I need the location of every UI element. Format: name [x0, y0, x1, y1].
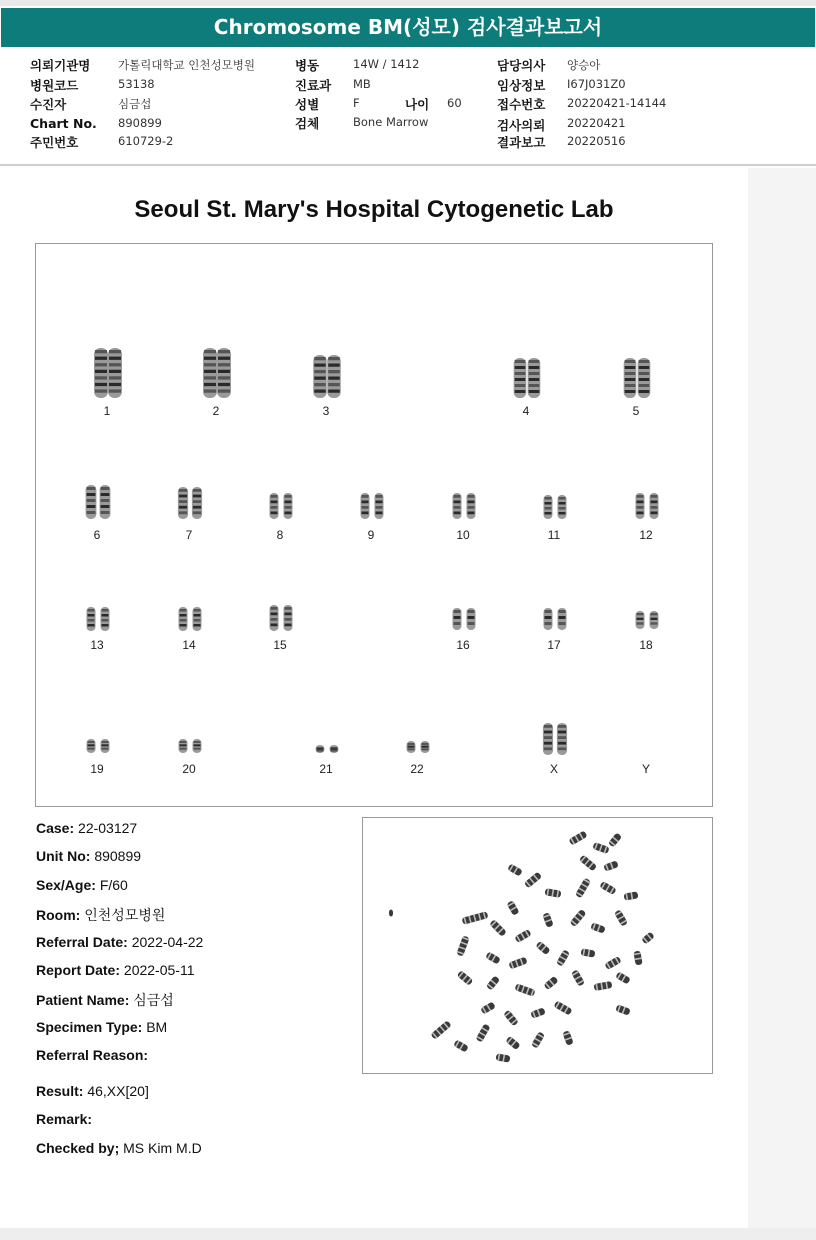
- chromosome-pair-6: [67, 484, 127, 542]
- referral-reason-row: [36, 1047, 148, 1063]
- patient-name-label: Patient Name:: [36, 992, 130, 1008]
- referral-date-label: Referral Date:: [36, 934, 128, 950]
- chromosome-pair-image: [304, 354, 348, 399]
- accession-label: 접수번호: [497, 97, 546, 112]
- spread-chromosome: [475, 1023, 490, 1042]
- chromosome-pair-5: [606, 357, 666, 418]
- chromosome-label: 18: [639, 638, 653, 652]
- spread-chromosome: [579, 855, 597, 872]
- room-row: [36, 905, 165, 925]
- karyotype-panel: [35, 243, 713, 807]
- chromosome-pair-10: [433, 492, 493, 542]
- sexage-row: [36, 877, 128, 893]
- chromosome-pair-image: [194, 347, 238, 399]
- chromosome-pair-22: [387, 740, 447, 776]
- hospcode-value: 53138: [118, 77, 155, 91]
- chromosome-pair-image: [75, 738, 119, 754]
- result-date-label: 결과보고: [497, 135, 546, 150]
- result-date-value: 20220516: [567, 134, 626, 148]
- chromosome-label: 5: [632, 404, 640, 418]
- chromosome-label: 13: [90, 638, 104, 652]
- chromosome-pair-image: [532, 722, 576, 756]
- spread-chromosome: [614, 909, 628, 926]
- institution-value: 가톨릭대학교 인천성모병원: [118, 58, 255, 72]
- chromosome-label: 6: [93, 528, 101, 542]
- spread-chromosome: [570, 909, 587, 927]
- spread-chromosome: [485, 951, 501, 964]
- case-row: [36, 820, 137, 836]
- room-value: 인천성모병원: [84, 907, 166, 923]
- rrn-label: 주민번호: [30, 135, 79, 150]
- doctor-value: 양승아: [567, 58, 601, 72]
- right-margin: [748, 168, 816, 1230]
- chromosome-pair-image: [349, 492, 393, 520]
- accession-value: 20220421-14144: [567, 96, 667, 110]
- report-date-label: Report Date:: [36, 962, 121, 978]
- header-divider: [0, 164, 816, 166]
- chromosome-label: 7: [185, 528, 193, 542]
- dept-label: 진료과: [295, 78, 332, 93]
- spread-chromosome: [531, 1031, 545, 1048]
- request-value: 20220421: [567, 116, 626, 130]
- chromosome-label: 9: [367, 528, 375, 542]
- spread-chromosome: [615, 1004, 631, 1015]
- top-border: [0, 0, 816, 6]
- spread-chromosome: [503, 1010, 519, 1027]
- referral-date-value: 2022-04-22: [131, 934, 204, 950]
- spread-chromosome: [462, 911, 489, 924]
- chromosome-pair-19: [67, 738, 127, 776]
- specimen-type-row: [36, 1019, 167, 1035]
- chromosome-pair-9: [341, 492, 401, 542]
- spread-chromosome: [508, 957, 527, 970]
- chromosome-pair-image: [441, 492, 485, 520]
- chromosome-pair-image: [75, 606, 119, 632]
- age-label: 나이: [405, 97, 430, 112]
- chromosome-pair-18: [616, 610, 676, 652]
- chromosome-pair-14: [159, 606, 219, 652]
- unit-value: 890899: [94, 848, 142, 864]
- patient-info-panel: [0, 50, 816, 164]
- spread-chromosome: [580, 948, 595, 957]
- checked-label: Checked by;: [36, 1140, 120, 1156]
- sex-label: 성별: [295, 97, 320, 112]
- spread-chromosome: [599, 881, 616, 895]
- chromosome-pair-image: [258, 604, 302, 632]
- chromosome-pair-21: [296, 744, 356, 776]
- spread-chromosome: [505, 1036, 520, 1050]
- chromosome-pair-image: [167, 738, 211, 754]
- chromosome-pair-image: [441, 607, 485, 631]
- chromosome-pair-image: [624, 492, 668, 520]
- chromosome-pair-image: [395, 740, 439, 754]
- spread-chromosome: [495, 1053, 510, 1062]
- chromosome-pair-image: [258, 492, 302, 520]
- chromosome-pair-3: [296, 354, 356, 418]
- ward-label: 병동: [295, 58, 320, 73]
- sex-value: F: [353, 96, 360, 110]
- chromosome-label: 12: [639, 528, 653, 542]
- patient-name-row: [36, 990, 174, 1010]
- spread-chromosome: [641, 931, 655, 944]
- spread-chromosome: [562, 1030, 573, 1046]
- spread-chromosome: [389, 910, 393, 917]
- spread-chromosome: [553, 1000, 572, 1015]
- doctor-label: 담당의사: [497, 58, 546, 73]
- spread-chromosome: [486, 975, 500, 990]
- chromosome-label: 22: [410, 762, 424, 776]
- chromosome-label: 4: [522, 404, 530, 418]
- chart-value: 890899: [118, 116, 162, 130]
- spread-chromosome: [556, 949, 570, 966]
- result-value: 46,XX[20]: [87, 1083, 149, 1099]
- chromosome-pair-16: [433, 607, 493, 652]
- chromosome-label: Y: [641, 762, 650, 776]
- chromosome-label: 1: [103, 404, 111, 418]
- chromosome-label: 10: [456, 528, 470, 542]
- remark-row: [36, 1111, 92, 1127]
- sexage-value: F/60: [99, 877, 128, 893]
- specimen-type-value: BM: [146, 1019, 168, 1035]
- spread-chromosome: [489, 919, 507, 937]
- chromosome-label: 15: [273, 638, 287, 652]
- spread-chromosome: [543, 976, 558, 990]
- spread-chromosome: [590, 922, 606, 933]
- spread-chromosome: [456, 935, 469, 956]
- chromosome-pair-11: [524, 494, 584, 542]
- spread-chromosome: [594, 981, 613, 991]
- dept-value: MB: [353, 77, 371, 91]
- report-date-row: [36, 962, 194, 978]
- chromosome-pair-4: [496, 357, 556, 418]
- hospcode-label: 병원코드: [30, 78, 79, 93]
- chromosome-pair-image: [167, 606, 211, 632]
- spread-chromosome: [603, 860, 619, 871]
- rrn-value: 610729-2: [118, 134, 174, 148]
- specimen-type-label: Specimen Type:: [36, 1019, 143, 1035]
- checked-row: [36, 1140, 202, 1156]
- chromosome-label: 14: [182, 638, 196, 652]
- chromosome-label: 8: [276, 528, 284, 542]
- lab-title: Seoul St. Mary's Hospital Cytogenetic Lab: [134, 196, 614, 223]
- chromosome-pair-image: [75, 484, 119, 520]
- request-label: 검사의뢰: [497, 118, 546, 133]
- chromosome-label: 17: [547, 638, 561, 652]
- referral-date-row: [36, 934, 203, 950]
- metaphase-spread-image: [362, 817, 713, 1074]
- spread-chromosome: [514, 983, 535, 996]
- checked-value: MS Kim M.D: [123, 1140, 202, 1156]
- chromosome-label: 20: [182, 762, 196, 776]
- chromosome-pair-x: [524, 722, 584, 776]
- report-date-value: 2022-05-11: [123, 962, 195, 978]
- chromosome-label: 3: [322, 404, 330, 418]
- chromosome-pair-17: [524, 607, 584, 652]
- spread-chromosome: [530, 1007, 546, 1018]
- chromosome-pair-image: [532, 494, 576, 520]
- referral-reason-label: Referral Reason:: [36, 1047, 149, 1063]
- spread-chromosome: [608, 832, 622, 847]
- institution-label: 의뢰기관명: [30, 58, 91, 73]
- result-row: [36, 1083, 149, 1099]
- spread-chromosome: [592, 842, 609, 854]
- chromosome-pair-image: [624, 610, 668, 630]
- chart-label: Chart No.: [30, 116, 97, 131]
- spread-chromosome: [545, 888, 562, 898]
- ward-value: 14W / 1412: [353, 57, 420, 71]
- specimen-label: 검체: [295, 116, 320, 131]
- spread-chromosome: [633, 950, 642, 965]
- spread-chromosome: [457, 970, 474, 986]
- chromosome-pair-image: [85, 347, 129, 399]
- chromosome-label: 2: [212, 404, 220, 418]
- specimen-value: Bone Marrow: [353, 115, 429, 129]
- chromosome-label: X: [549, 762, 558, 776]
- chromosome-label: 11: [547, 528, 561, 542]
- remark-label: Remark:: [36, 1111, 93, 1127]
- chromosome-pair-2: [186, 347, 246, 418]
- chromosome-pair-20: [159, 738, 219, 776]
- patient-name-value: 심금섭: [133, 992, 174, 1008]
- spread-chromosome: [430, 1020, 451, 1040]
- age-value: 60: [447, 96, 462, 110]
- spread-chromosome: [535, 941, 550, 955]
- clinical-value: I67J031Z0: [567, 77, 626, 91]
- case-value: 22-03127: [78, 820, 138, 836]
- report-title: Chromosome BM(성모) 검사결과보고서: [213, 15, 603, 39]
- chromosome-pair-13: [67, 606, 127, 652]
- result-label: Result:: [36, 1083, 84, 1099]
- spread-chromosome: [623, 891, 638, 900]
- spread-chromosome: [480, 1001, 496, 1014]
- spread-chromosome: [568, 830, 587, 845]
- spread-chromosome: [524, 872, 542, 889]
- metaphase-spread-drawing: [363, 818, 712, 1073]
- chromosome-pair-7: [159, 486, 219, 542]
- report-title-bar: [1, 8, 815, 47]
- spread-chromosome: [542, 912, 553, 928]
- case-label: Case:: [36, 820, 75, 836]
- chromosome-label: 19: [90, 762, 104, 776]
- spread-chromosome: [514, 929, 531, 943]
- chromosome-pair-12: [616, 492, 676, 542]
- chromosome-pair-8: [250, 492, 310, 542]
- sexage-label: Sex/Age:: [36, 877, 96, 893]
- unit-row: [36, 848, 141, 864]
- chromosome-label: 21: [319, 762, 333, 776]
- patient-label: 수진자: [30, 97, 67, 112]
- chromosome-pair-image: [304, 744, 348, 754]
- patient-value: 심금섭: [118, 97, 152, 111]
- chromosome-pair-15: [250, 604, 310, 652]
- unit-label: Unit No:: [36, 848, 91, 864]
- spread-chromosome: [571, 969, 585, 986]
- chromosome-pair-image: [614, 357, 658, 399]
- chromosome-pair-1: [77, 347, 137, 418]
- bottom-margin: [0, 1228, 816, 1240]
- chromosome-pair-image: [532, 607, 576, 631]
- spread-chromosome: [507, 863, 523, 876]
- chromosome-pair-image: [504, 357, 548, 399]
- spread-chromosome: [604, 956, 621, 970]
- spread-chromosome: [615, 971, 631, 984]
- clinical-label: 임상정보: [497, 78, 546, 93]
- spread-chromosome: [453, 1039, 469, 1052]
- spread-chromosome: [506, 900, 519, 916]
- chromosome-pair-image: [167, 486, 211, 520]
- room-label: Room:: [36, 907, 81, 923]
- spread-chromosome: [575, 878, 591, 899]
- chromosome-label: 16: [456, 638, 470, 652]
